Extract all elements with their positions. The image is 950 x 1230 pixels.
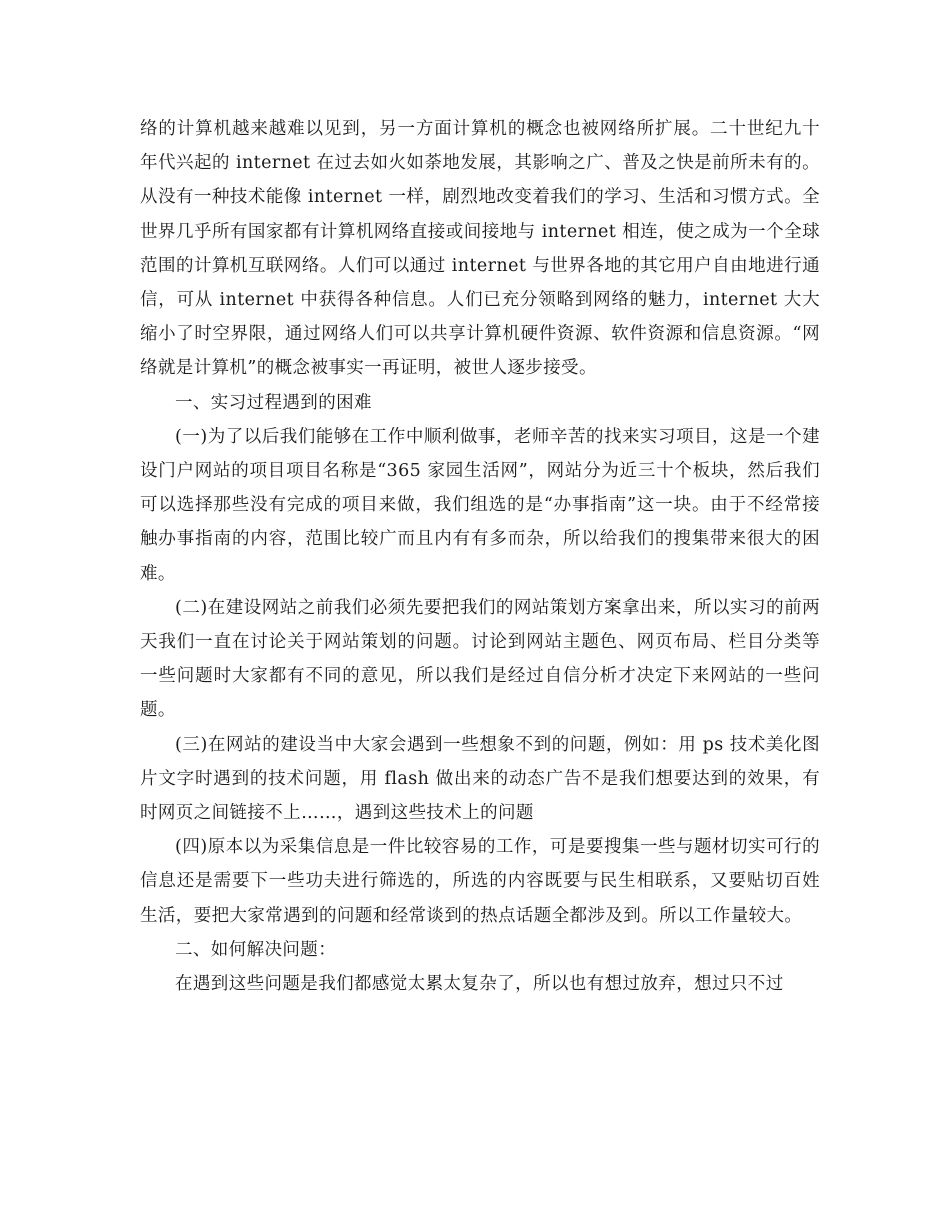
difficulty-paragraph-2: (二)在建设网站之前我们必须先要把我们的网站策划方案拿出来，所以实习的前两天我们一直在讨论关于网站策划的问题。讨论到网站主题色、网页布局、栏目分类等一些问题时大家都有不同的意见，所以我们是经过自信分析才决定下来网站的一些问题。 — [140, 597, 820, 721]
section-heading-solutions: 二、如何解决问题： — [175, 939, 337, 960]
intro-paragraph: 络的计算机越来越难以见到，另一方面计算机的概念也被网络所扩展。二十世纪九十年代兴起的 internet 在过去如火如荼地发展，其影响之广、普及之快是前所未有的。从没有一种技术能像 internet 一样，剧烈地改变着我们的学习、生活和习惯方式。全世界几乎所有国家都有计算机网络直接或间接地与 internet 相连，使之成为一个全球范围的计算机互联网络。人们可以通过 internet 与世界各地的其它用户自由地进行通信，可从 internet 中获得各种信息。人们已充分领略到网络的魅力，internet 大大缩小了时空界限，通过网络人们可以共享计算机硬件资源、软件资源和信息资源。“网络就是计算机”的概念被事实一再证明，被世人逐步接受。 — [140, 119, 820, 379]
difficulty-paragraph-3: (三)在网站的建设当中大家会遇到一些想象不到的问题，例如：用 ps 技术美化图片文字时遇到的技术问题，用 flash 做出来的动态广告不是我们想要达到的效果，有时网页之间链接不上……，遇到这些技术上的问题 — [140, 734, 820, 824]
difficulty-paragraph-1: (一)为了以后我们能够在工作中顺利做事，老师辛苦的找来实习项目，这是一个建设门户网站的项目项目名称是“365 家园生活网”，网站分为近三十个板块，然后我们可以选择那些没有完成的项目来做，我们组选的是“办事指南”这一块。由于不经常接触办事指南的内容，范围比较广而且内有有多而杂，所以给我们的搜集带来很大的困难。 — [140, 426, 820, 584]
document-body — [140, 112, 820, 1001]
difficulty-paragraph-4: (四)原本以为采集信息是一件比较容易的工作，可是要搜集一些与题材切实可行的信息还是需要下一些功夫进行筛选的，所选的内容既要与民生相联系，又要贴切百姓生活，要把大家常遇到的问题和经常谈到的热点话题全都涉及到。所以工作量较大。 — [140, 837, 820, 926]
section-heading-difficulties: 一、实习过程遇到的困难 — [175, 392, 372, 413]
solution-paragraph-1: 在遇到这些问题是我们都感觉太累太复杂了，所以也有想过放弃，想过只不过 — [175, 974, 784, 995]
